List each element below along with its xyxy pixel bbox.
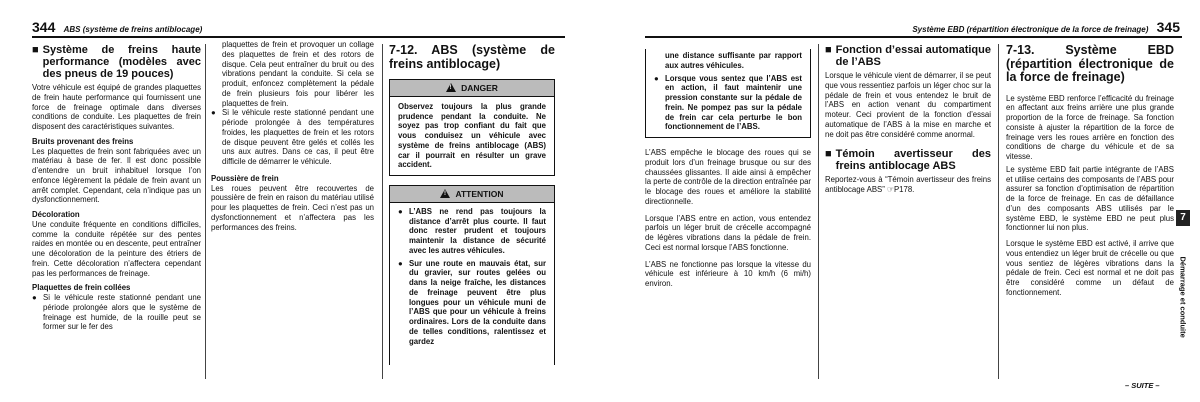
left-header-rule [32, 36, 565, 38]
abs-paragraph-2: Lorsque l’ABS entre en action, vous entendez parfois un léger bruit de crécelle accompagné de légères vibrations dans la pédale de frein. Ceci est normal lorsque l’ABS fonctionne. [645, 213, 811, 252]
abs-heading: 7-12. ABS (système de freins antiblocage) [389, 43, 555, 71]
ebd-heading: 7-13. Système EBD (répartition électronique de la force de freinage) [1006, 43, 1174, 84]
column-divider [998, 44, 999, 379]
ebd-paragraph-2: Le système EBD fait partie intégrante de l’ABS et utilise certains des composants de l’ABS pour assurer sa fonction d’optimisation de répartition de la force de freinage. En cas de défaillance d’un des composants ABS utilisés par le système EBD, le système EBD ne peut plus fonctionner lui non plus. [1006, 164, 1174, 233]
discoloration-text: Une conduite fréquente en conditions difficiles, comme la conduite répétée sur des pentes raides en montée ou en descente, peut entraîner une décoloration de la peinture des étriers de frein. Cette décoloration n’affectera cependant pas les performances de freinage. [32, 219, 201, 278]
right-col-1 [645, 44, 811, 289]
right-col-2 [825, 44, 991, 195]
right-header [912, 19, 1180, 37]
left-col-1 [32, 44, 201, 332]
intro-text: Votre véhicule est équipé de grandes plaquettes de frein haute performance qui fournissent une force de freinage optimale dans diverses conditions de conduite. Les plaquettes de frein disposent des caractéristiques suivantes. [32, 83, 201, 131]
attention-body [390, 203, 554, 352]
right-col-3 [1006, 44, 1174, 298]
column-divider [205, 44, 206, 379]
continued-marker: – SUITE – [1125, 381, 1160, 390]
right-page [628, 0, 1200, 402]
left-header-title: ABS (système de freins antiblocage) [63, 25, 203, 34]
abs-paragraph-3: L’ABS ne fonctionne pas lorsque la vitesse du véhicule est inférieure à 10 km/h (6 mi/h) environ. [645, 259, 811, 288]
list-item: ● Sur une route en mauvais état, sur du gravier, sur routes gelées ou dans la neige fraîche, les distances de freinage peuvent être plus longues pour un véhicule muni de l’ABS que pour un véhicule à freins ordinaires. Lors de la conduite dans de telles conditions, ralentissez et gardez [398, 258, 546, 346]
left-col-2 [211, 40, 374, 232]
sub-heading-stuck-pads: Plaquettes de frein collées [32, 283, 131, 293]
left-header [32, 19, 202, 37]
box-continued-text: une distance suffisante par rapport aux autres véhicules. [665, 51, 802, 70]
right-header-title: Système EBD (répartition électronique de la force de freinage) [912, 25, 1149, 34]
column-divider [382, 44, 383, 379]
sub-heading-brake-dust: Poussière de frein [211, 173, 279, 183]
section-heading-warning-light: ■ Témoin avertisseur des freins antiblocage ABS [825, 148, 991, 173]
ebd-paragraph-3: Lorsque le système EBD est activé, il arrive que vous entendiez un léger bruit de crécelle ou que vous sentiez de légères vibrations dans la pédale de frein. Ceci est normal et ne doit pas être considéré comme un défaut de fonctionnement. [1006, 239, 1174, 297]
chapter-tab: 7 [1176, 210, 1190, 226]
chapter-tab-label: Démarrage et conduite [1178, 256, 1188, 338]
list-item: ● Si le véhicule reste stationné pendant une période prolongée à des températures froides, les plaquettes de frein et les rotors de disque peuvent être gelés et collés les uns aux autres. Dans ce cas, il peut être difficile de démarrer le véhicule. [211, 108, 374, 166]
left-page [0, 0, 565, 402]
warning-triangle-icon [440, 189, 450, 198]
continued-text: plaquettes de frein et provoquer un collage des plaquettes de frein et des rotors de disque. Cela peut entraîner du bruit ou des vibrations pendant la conduite. Si cela se produit, enfoncez complètement la pédale de frein plusieurs fois pour libérer les plaquettes de frein. [222, 40, 374, 108]
brake-dust-text: Les roues peuvent être recouvertes de poussière de frein en raison du matériau utilisé pour les plaquettes de frein. Ceci n’est pas un dysfonctionnement et n’affectera pas les performances des freins. [211, 183, 374, 232]
sub-heading-noise: Bruits provenant des freins [32, 136, 134, 146]
right-header-rule [645, 36, 1182, 38]
section-heading-selftest: ■ Fonction d’essai automatique de l’ABS [825, 44, 991, 68]
selftest-text: Lorsque le véhicule vient de démarrer, il se peut que vous ressentiez parfois un léger choc sur la pédale de frein et vous entendez le bruit de l’ABS en action venant du compartiment moteur. Ceci provient de la fonction d’essai automatique de l’ABS à la mise en marche et ne doit pas être considéré comme anormal. [825, 71, 991, 139]
attention-box-continued [645, 49, 811, 138]
section-heading: ■ Système de freins haute performance (modèles avec des pneus de 19 pouces) [32, 44, 201, 80]
attention-box [389, 185, 555, 365]
list-item: ● L’ABS ne rend pas toujours la distance d’arrêt plus courte. Il faut donc rester prudent et toujours maintenir la distance de sécurité avec les autres véhicules. [398, 206, 546, 255]
warning-light-text: Reportez-vous à “Témoin avertisseur des freins antiblocage ABS” ☞P178. [825, 175, 991, 194]
left-page-number: 344 [32, 19, 56, 35]
list-item: ● Si le véhicule reste stationné pendant une période prolongée alors que le système de freinage est humide, de la rouille peut se former sur le fer des [32, 293, 201, 332]
danger-bar: !DANGER [390, 80, 554, 97]
danger-box [389, 79, 555, 176]
list-item: ● Lorsque vous sentez que l’ABS est en action, il faut maintenir une pression constante sur la pédale de frein. Ne pompez pas sur la pédale de frein car cela perturbe le bon fonctionnement de l’ABS. [654, 73, 802, 132]
warning-triangle-icon [446, 83, 456, 92]
sub-heading-discoloration: Décoloration [32, 210, 80, 219]
ebd-paragraph-1: Le système EBD renforce l’efficacité du freinage en affectant aux freins arrière une plus grande proportion de la force de freinage. Sa fonction consiste à ajuster la répartition de la force de freinage vers les roues arrière en fonction des conditions de charge du véhicule et de sa vitesse. [1006, 93, 1174, 161]
attention-bar: !ATTENTION [390, 186, 554, 203]
abs-paragraph-1: L’ABS empêche le blocage des roues qui se produit lors d’un freinage brusque ou sur des chaussées glissantes. Il aide ainsi à empêcher la perte de contrôle de la direction entraînée par le blocage des roues et améliore la stabilité directionnelle. [645, 148, 812, 206]
danger-text: Observez toujours la plus grande prudence pendant la conduite. Ne soyez pas trop confiant du fait que vous conduisez un véhicule avec système de freins antiblocage (ABS) car il pourrait en résulter un grave accident. [398, 101, 546, 170]
column-divider [818, 44, 819, 379]
noise-text: Les plaquettes de frein sont fabriquées avec un matériau à base de fer. Il est donc possible d’entendre un bruit inhabituel lorsque l’on enfonce légèrement la pédale de frein avant un arrêt complet. Cependant, cela n’indique pas un dysfonctionnement. [32, 146, 201, 205]
left-col-3 [389, 44, 555, 365]
right-page-number: 345 [1156, 19, 1180, 35]
